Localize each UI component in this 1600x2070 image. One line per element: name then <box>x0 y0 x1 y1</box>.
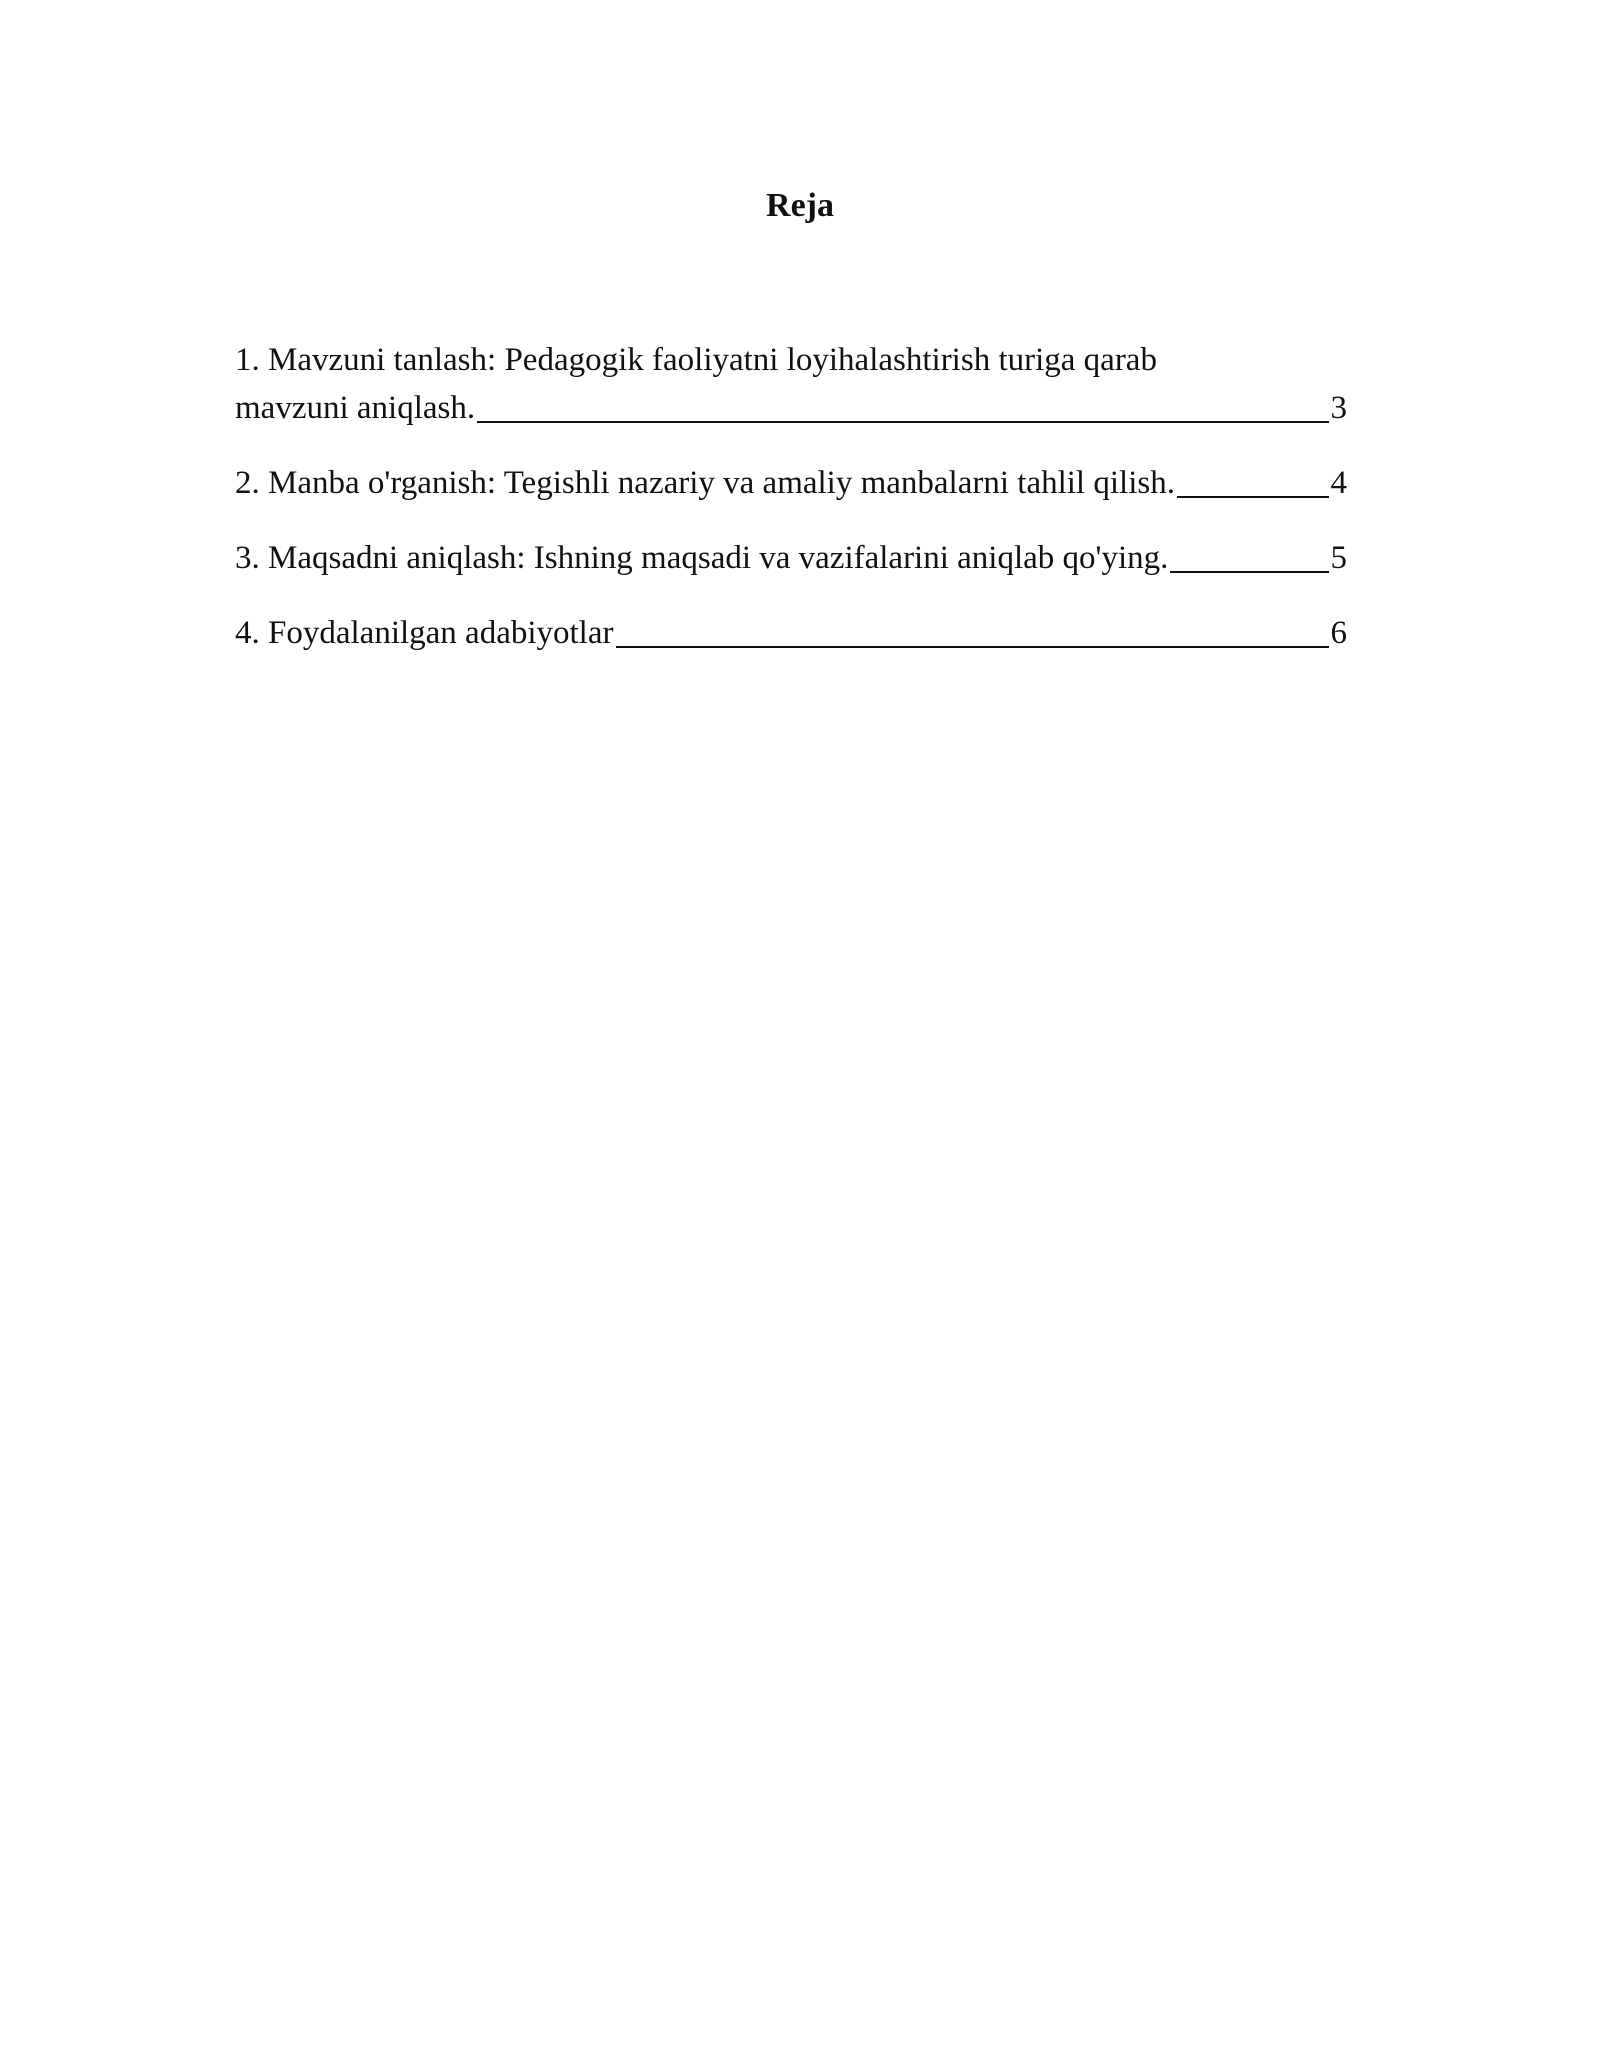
toc-entry-text: 4. Foydalanilgan adabiyotlar <box>235 615 614 651</box>
toc-entry-row <box>235 534 1347 582</box>
toc-entry-text: 3. Maqsadni aniqlash: Ishning maqsadi va vazifalarini aniqlab qo'ying. <box>235 540 1169 576</box>
table-of-contents <box>235 336 1347 684</box>
toc-page-number: 6 <box>1330 615 1347 651</box>
toc-entry-row <box>235 609 1347 657</box>
toc-entry-row <box>235 459 1347 507</box>
toc-entry-4 <box>235 609 1347 657</box>
toc-entry-text-line: 1. Mavzuni tanlash: Pedagogik faoliyatni loyihalashtirish turiga qarab <box>235 342 1157 378</box>
toc-page-number: 3 <box>1330 390 1347 426</box>
dotted-leader <box>616 646 1329 648</box>
toc-entry-2 <box>235 459 1347 507</box>
toc-entry-text: mavzuni aniqlash. <box>235 390 476 426</box>
dotted-leader <box>477 421 1328 423</box>
page-title: Reja <box>766 187 834 224</box>
toc-page-number: 5 <box>1330 540 1347 576</box>
toc-entry-1 <box>235 336 1347 432</box>
toc-entry-row <box>235 384 1347 432</box>
toc-page-number: 4 <box>1330 465 1347 501</box>
toc-entry-text: 2. Manba o'rganish: Tegishli nazariy va amaliy manbalarni tahlil qilish. <box>235 465 1175 501</box>
toc-entry-3 <box>235 534 1347 582</box>
dotted-leader <box>1177 496 1329 498</box>
dotted-leader <box>1170 571 1328 573</box>
